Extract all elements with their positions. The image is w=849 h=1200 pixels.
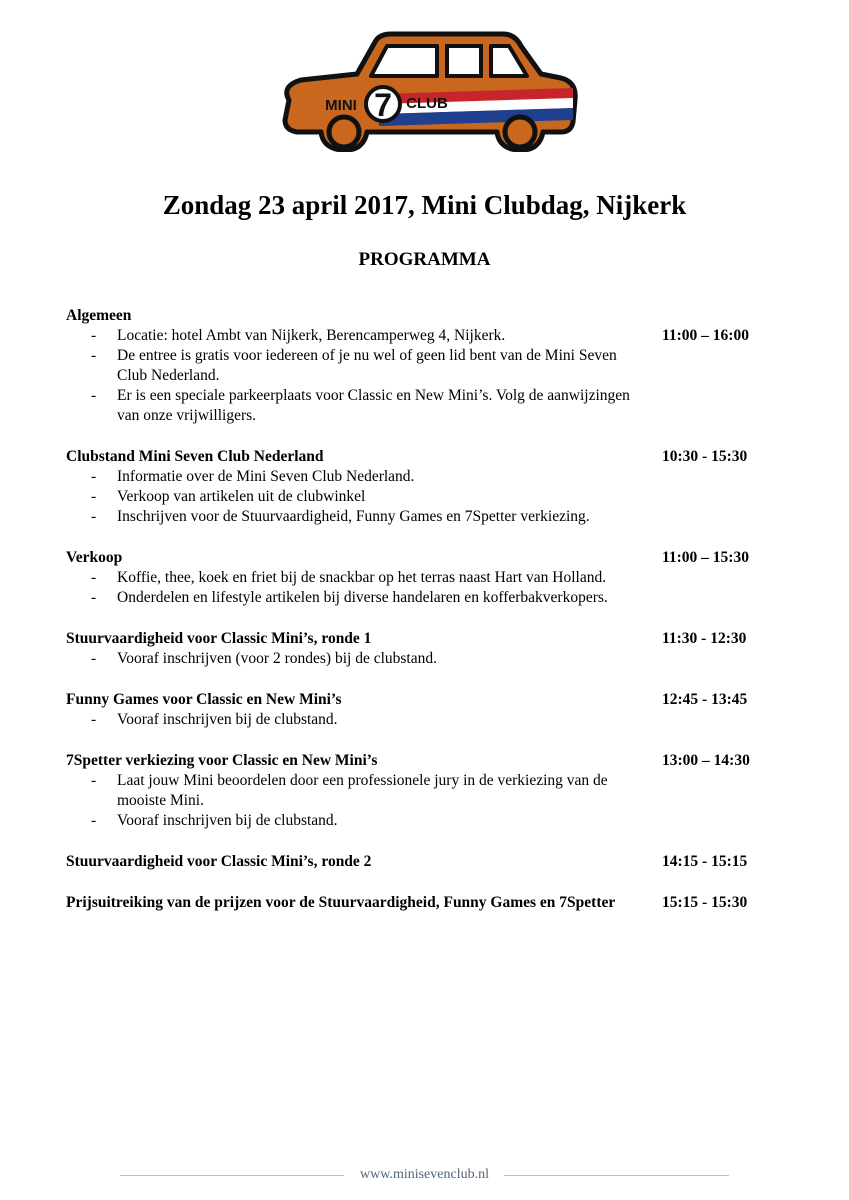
list-item — [66, 346, 647, 386]
logo-number: 7 — [374, 87, 392, 123]
bullet-dash: - — [91, 650, 97, 667]
footer-url[interactable]: www.minisevenclub.nl — [360, 1167, 489, 1182]
list-item-text: De entree is gratis voor iedereen of je nu wel of geen lid bent van de Mini Seven Club Nederland. — [117, 347, 617, 384]
section-heading: Stuurvaardigheid voor Classic Mini’s, ronde 1 — [66, 630, 372, 647]
list-item — [66, 507, 647, 527]
section-item-list — [66, 568, 786, 608]
list-item-text: Laat jouw Mini beoordelen door een professionele jury in de verkiezing van de mooiste Mini. — [117, 772, 608, 809]
logo-text-right: CLUB — [406, 95, 448, 112]
section-time: 10:30 - 15:30 — [662, 448, 748, 465]
list-item-text: Koffie, thee, koek en friet bij de snackbar op het terras naast Hart van Holland. — [117, 569, 607, 586]
car-window-mid — [447, 46, 481, 76]
program-section — [66, 447, 786, 527]
list-item — [66, 588, 647, 608]
list-item — [66, 811, 647, 831]
list-item — [66, 487, 647, 507]
list-item — [66, 771, 647, 811]
section-time: 11:00 – 16:00 — [662, 327, 749, 344]
wheel-front — [329, 117, 359, 147]
bullet-dash: - — [91, 772, 97, 789]
section-item-list — [66, 649, 786, 669]
program-section — [66, 306, 786, 426]
bullet-dash: - — [91, 387, 97, 404]
program-sections — [66, 306, 786, 934]
program-section — [66, 893, 786, 913]
footer-rule-right — [504, 1175, 729, 1176]
bullet-dash: - — [91, 468, 97, 485]
list-item-text: Informatie over de Mini Seven Club Nederland. — [117, 468, 415, 485]
section-heading: Verkoop — [66, 549, 123, 566]
list-item-text: Verkoop van artikelen uit de clubwinkel — [117, 488, 366, 505]
program-section — [66, 548, 786, 608]
bullet-dash: - — [91, 508, 97, 525]
section-heading: Clubstand Mini Seven Club Nederland — [66, 448, 324, 465]
section-time: 15:15 - 15:30 — [662, 894, 748, 911]
section-heading: 7Spetter verkiezing voor Classic en New Mini’s — [66, 752, 378, 769]
section-time: 13:00 – 14:30 — [662, 752, 750, 769]
list-item-text: Inschrijven voor de Stuurvaardigheid, Funny Games en 7Spetter verkiezing. — [117, 508, 590, 525]
section-heading: Prijsuitreiking van de prijzen voor de Stuurvaardigheid, Funny Games en 7Spetter — [66, 894, 616, 911]
page-footer — [120, 1164, 729, 1186]
list-item-text: Vooraf inschrijven bij de clubstand. — [117, 812, 338, 829]
section-heading: Funny Games voor Classic en New Mini’s — [66, 691, 342, 708]
page-subtitle: PROGRAMMA — [358, 249, 491, 270]
bullet-dash: - — [91, 569, 97, 586]
bullet-dash: - — [91, 347, 97, 364]
section-item-list — [66, 771, 786, 831]
list-item — [66, 710, 647, 730]
program-section — [66, 690, 786, 730]
section-time: 11:00 – 15:30 — [662, 549, 749, 566]
section-time: 11:30 - 12:30 — [662, 630, 747, 647]
list-item-text: Locatie: hotel Ambt van Nijkerk, Berencamperweg 4, Nijkerk. — [117, 327, 506, 344]
bullet-dash: - — [91, 812, 97, 829]
mini-seven-club-logo — [271, 28, 585, 152]
bullet-dash: - — [91, 711, 97, 728]
wheel-rear — [505, 117, 535, 147]
list-item — [66, 649, 647, 669]
list-item — [66, 467, 647, 487]
program-section — [66, 852, 786, 872]
bullet-dash: - — [91, 327, 97, 344]
list-item-text: Er is een speciale parkeerplaats voor Classic en New Mini’s. Volg de aanwijzingen van onze vrijwilligers. — [117, 387, 630, 424]
section-item-list — [66, 710, 786, 730]
page-title: Zondag 23 april 2017, Mini Clubdag, Nijkerk — [162, 190, 687, 220]
list-item-text: Vooraf inschrijven bij de clubstand. — [117, 711, 338, 728]
section-item-list — [66, 467, 786, 527]
program-section — [66, 629, 786, 669]
bullet-dash: - — [91, 589, 97, 606]
section-time: 14:15 - 15:15 — [662, 853, 748, 870]
section-time: 12:45 - 13:45 — [662, 691, 748, 708]
list-item — [66, 568, 647, 588]
list-item — [66, 326, 647, 346]
list-item-text: Vooraf inschrijven (voor 2 rondes) bij de clubstand. — [117, 650, 437, 667]
list-item — [66, 386, 647, 426]
list-item-text: Onderdelen en lifestyle artikelen bij diverse handelaren en kofferbakverkopers. — [117, 589, 608, 606]
section-heading: Algemeen — [66, 307, 132, 324]
section-heading: Stuurvaardigheid voor Classic Mini’s, ronde 2 — [66, 853, 372, 870]
logo-text-left: MINI — [325, 97, 357, 114]
program-section — [66, 751, 786, 831]
bullet-dash: - — [91, 488, 97, 505]
